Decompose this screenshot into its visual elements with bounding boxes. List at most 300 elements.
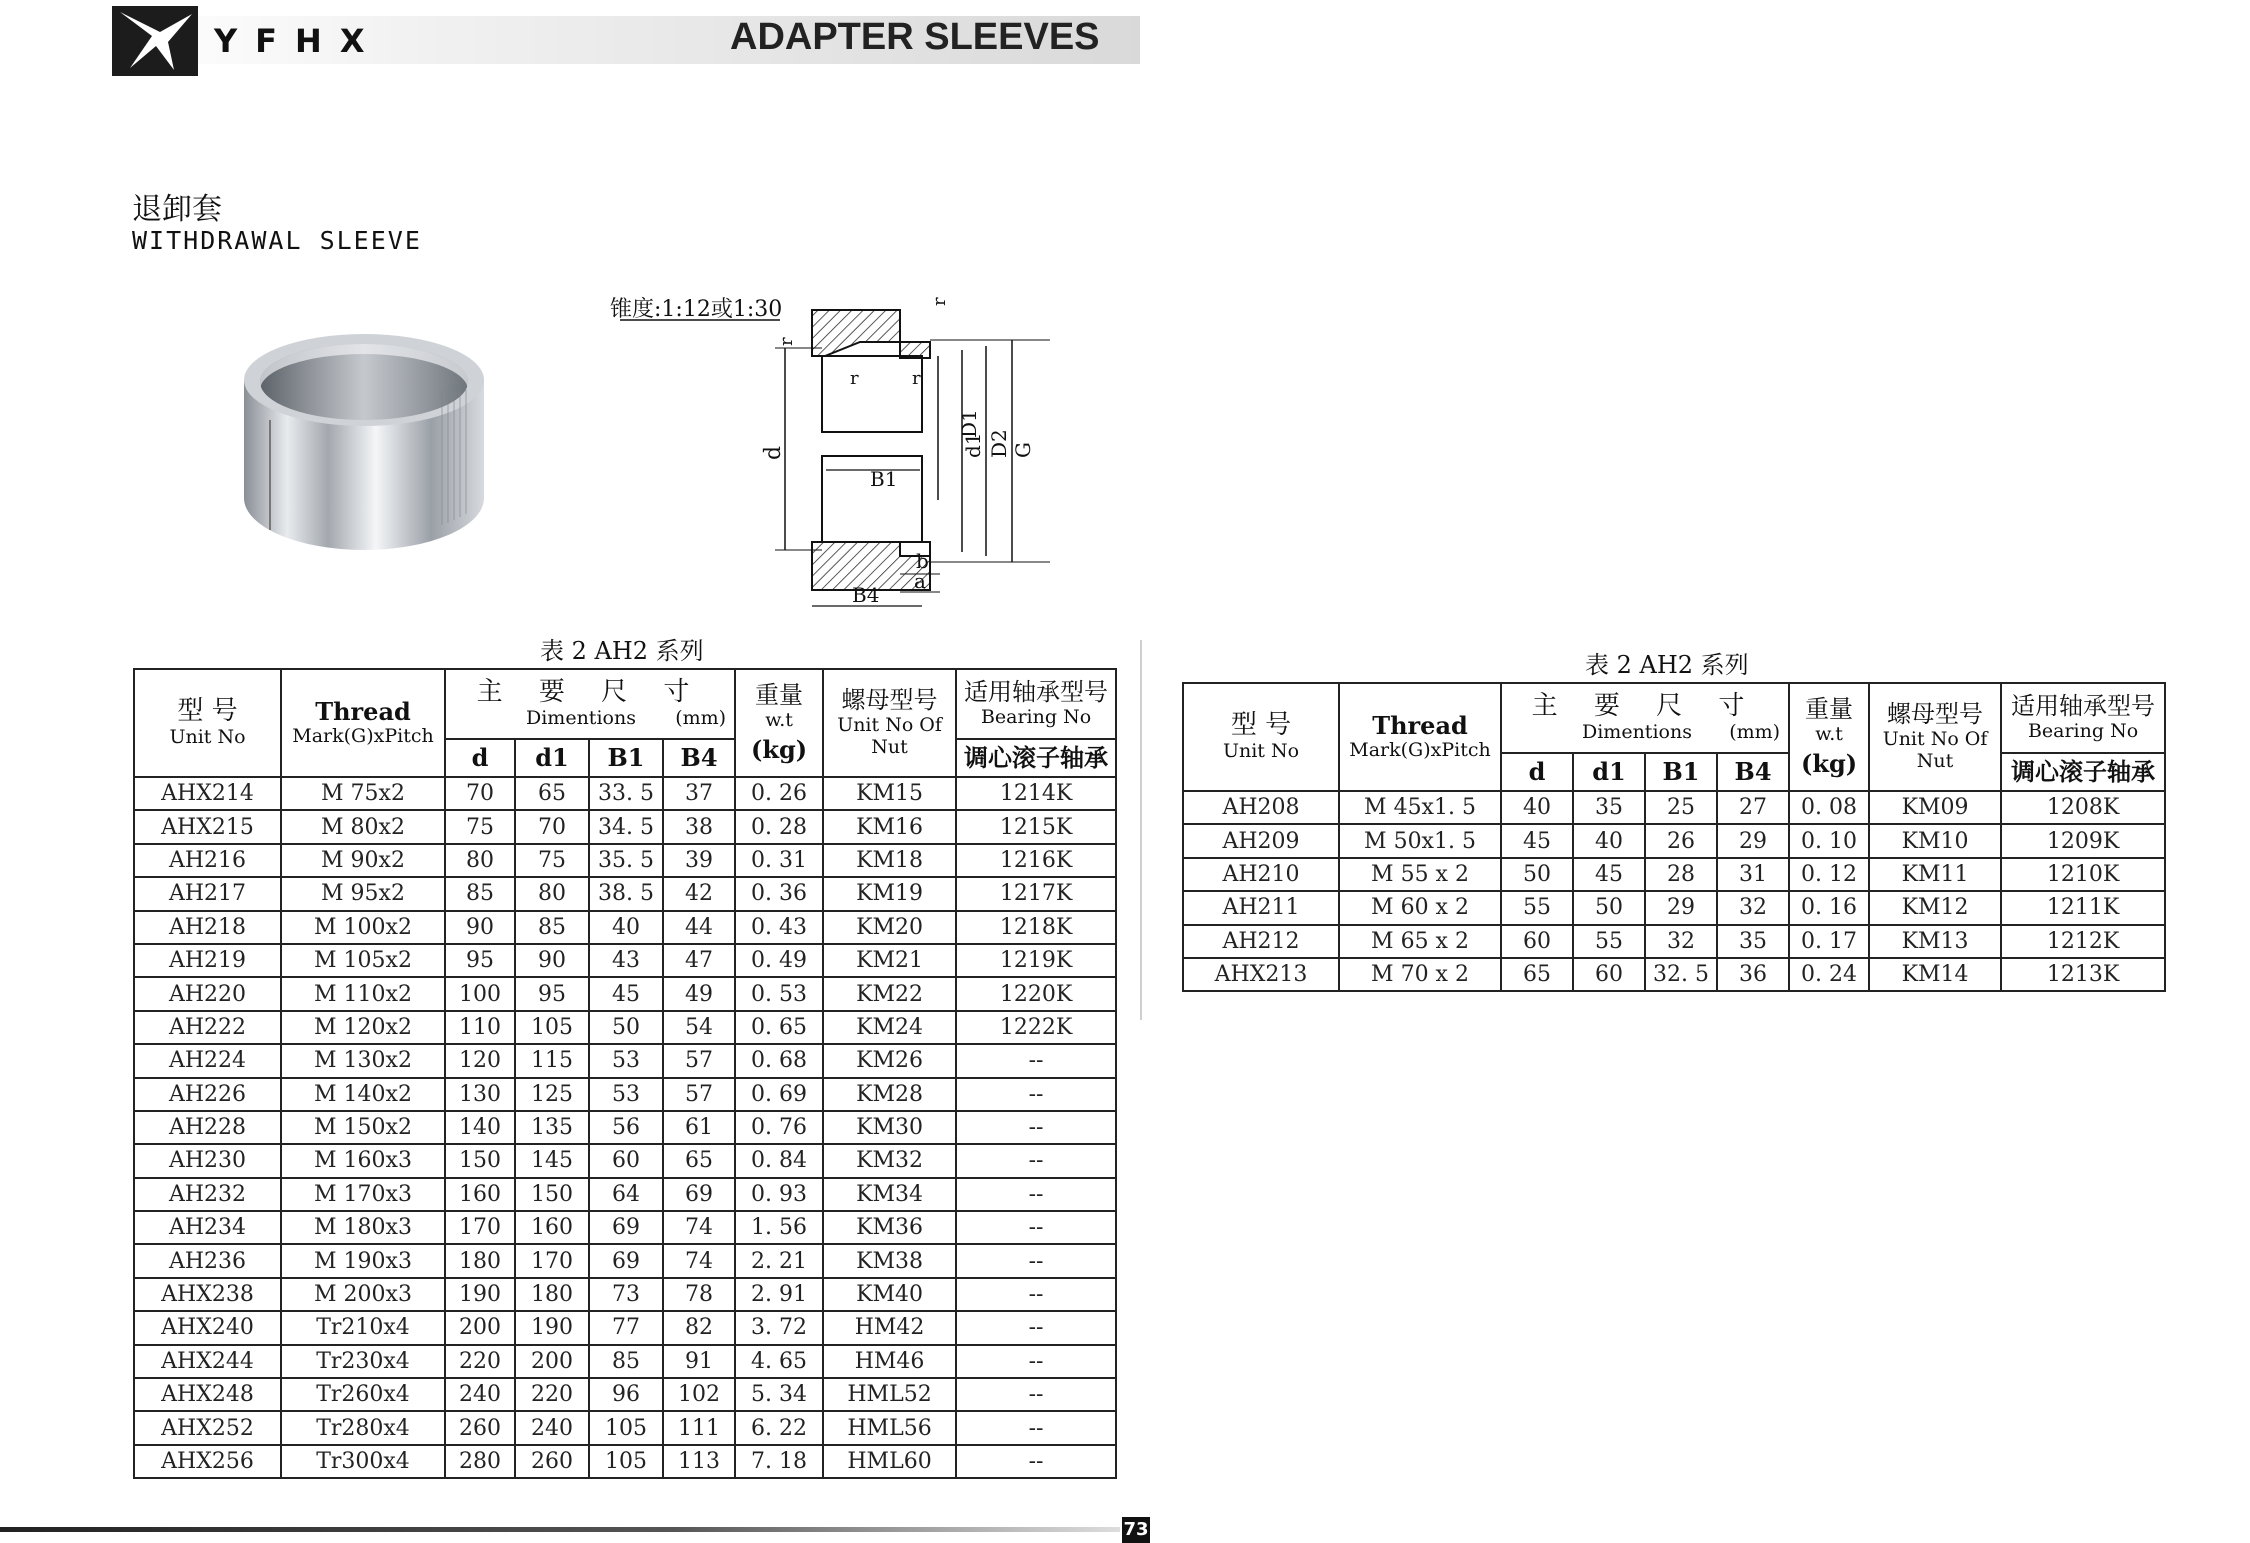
- section-title-en: WITHDRAWAL SLEEVE: [132, 226, 422, 255]
- cell-weight: 0. 76: [735, 1111, 823, 1144]
- table-row: [134, 1111, 1116, 1144]
- cell-B1: 38. 5: [589, 877, 663, 910]
- cell-bearing-no: 1215K: [956, 810, 1116, 843]
- cell-bearing-no: 1211K: [2001, 891, 2165, 924]
- cell-bearing-no: 1216K: [956, 844, 1116, 877]
- cell-unit-no: AHX238: [134, 1278, 281, 1311]
- cell-weight: 0. 17: [1789, 925, 1869, 958]
- cell-unit-no: AHX213: [1183, 958, 1339, 991]
- cell-B4: 113: [663, 1445, 735, 1478]
- cell-B4: 65: [663, 1144, 735, 1177]
- cell-bearing-no: --: [956, 1278, 1116, 1311]
- table-row: [134, 1044, 1116, 1077]
- radius-label-top-left: r: [776, 337, 797, 346]
- cell-d1: 80: [515, 877, 589, 910]
- dim-D1-label: D1: [957, 409, 981, 438]
- cell-unit-no: AH212: [1183, 925, 1339, 958]
- cell-unit-no: AH216: [134, 844, 281, 877]
- cell-thread: M 200x3: [281, 1278, 445, 1311]
- cell-B1: 43: [589, 944, 663, 977]
- cell-nut: KM15: [823, 777, 956, 810]
- cell-d1: 95: [515, 977, 589, 1010]
- cell-d1: 260: [515, 1445, 589, 1478]
- cell-nut: KM10: [1869, 824, 2001, 857]
- cell-bearing-no: 1218K: [956, 911, 1116, 944]
- cell-thread: M 65 x 2: [1339, 925, 1501, 958]
- cell-B4: 102: [663, 1378, 735, 1411]
- cell-nut: KM14: [1869, 958, 2001, 991]
- cell-d1: 60: [1573, 958, 1645, 991]
- cell-thread: M 100x2: [281, 911, 445, 944]
- cell-B1: 32: [1645, 925, 1717, 958]
- table-row: [134, 1411, 1116, 1444]
- cell-weight: 2. 91: [735, 1278, 823, 1311]
- cell-B4: 37: [663, 777, 735, 810]
- cell-B1: 25: [1645, 791, 1717, 824]
- cell-weight: 4. 65: [735, 1345, 823, 1378]
- header-weight: 重量 w.t (kg): [1789, 683, 1869, 791]
- table-row: [1183, 791, 2165, 824]
- cell-d: 70: [445, 777, 515, 810]
- cell-d1: 65: [515, 777, 589, 810]
- cell-B1: 56: [589, 1111, 663, 1144]
- cell-B1: 53: [589, 1044, 663, 1077]
- table-row: [134, 1244, 1116, 1277]
- cell-B4: 31: [1717, 858, 1789, 891]
- cell-B1: 64: [589, 1178, 663, 1211]
- cell-thread: M 190x3: [281, 1244, 445, 1277]
- cell-bearing-no: --: [956, 1345, 1116, 1378]
- cell-unit-no: AH209: [1183, 824, 1339, 857]
- cell-B1: 33. 5: [589, 777, 663, 810]
- cell-nut: KM24: [823, 1011, 956, 1044]
- cell-B1: 60: [589, 1144, 663, 1177]
- cell-weight: 0. 16: [1789, 891, 1869, 924]
- cell-d1: 170: [515, 1244, 589, 1277]
- table-row: [134, 1078, 1116, 1111]
- cell-thread: M 95x2: [281, 877, 445, 910]
- cell-weight: 0. 10: [1789, 824, 1869, 857]
- header-weight: 重量 w.t (kg): [735, 669, 823, 777]
- cell-bearing-no: 1220K: [956, 977, 1116, 1010]
- cell-nut: HM46: [823, 1345, 956, 1378]
- cell-B4: 47: [663, 944, 735, 977]
- cell-B1: 50: [589, 1011, 663, 1044]
- cell-bearing-no: 1209K: [2001, 824, 2165, 857]
- cell-weight: 0. 69: [735, 1078, 823, 1111]
- table-row: [134, 1311, 1116, 1344]
- cell-nut: HM42: [823, 1311, 956, 1344]
- cell-nut: HML56: [823, 1411, 956, 1444]
- dim-d1-label: d1: [961, 432, 985, 458]
- cell-B1: 85: [589, 1345, 663, 1378]
- cell-B4: 78: [663, 1278, 735, 1311]
- header-d: d: [1501, 753, 1573, 791]
- cell-weight: 0. 28: [735, 810, 823, 843]
- cell-B4: 54: [663, 1011, 735, 1044]
- brand-logo: [112, 6, 198, 76]
- cell-thread: M 110x2: [281, 977, 445, 1010]
- cell-thread: M 150x2: [281, 1111, 445, 1144]
- cell-thread: M 60 x 2: [1339, 891, 1501, 924]
- cell-d1: 70: [515, 810, 589, 843]
- header-nut: 螺母型号 Unit No Of Nut: [823, 669, 956, 777]
- cell-B4: 69: [663, 1178, 735, 1211]
- cell-thread: M 180x3: [281, 1211, 445, 1244]
- cell-d: 110: [445, 1011, 515, 1044]
- cell-thread: M 105x2: [281, 944, 445, 977]
- cell-B1: 69: [589, 1211, 663, 1244]
- cell-d1: 35: [1573, 791, 1645, 824]
- dim-D2-label: D2: [987, 429, 1011, 458]
- cell-B1: 69: [589, 1244, 663, 1277]
- cell-bearing-no: --: [956, 1378, 1116, 1411]
- cell-unit-no: AH210: [1183, 858, 1339, 891]
- cell-d1: 220: [515, 1378, 589, 1411]
- cell-d1: 180: [515, 1278, 589, 1311]
- cell-unit-no: AH234: [134, 1211, 281, 1244]
- cell-unit-no: AH222: [134, 1011, 281, 1044]
- table-row: [134, 1445, 1116, 1478]
- cell-bearing-no: --: [956, 1445, 1116, 1478]
- cell-d1: 50: [1573, 891, 1645, 924]
- header-B4: B4: [1717, 753, 1789, 791]
- cell-unit-no: AH219: [134, 944, 281, 977]
- cell-weight: 0. 93: [735, 1178, 823, 1211]
- cell-d: 260: [445, 1411, 515, 1444]
- cell-weight: 3. 72: [735, 1311, 823, 1344]
- cell-thread: M 160x3: [281, 1144, 445, 1177]
- cell-B4: 111: [663, 1411, 735, 1444]
- cell-B4: 57: [663, 1078, 735, 1111]
- cell-d1: 200: [515, 1345, 589, 1378]
- cell-d: 50: [1501, 858, 1573, 891]
- cell-weight: 2. 21: [735, 1244, 823, 1277]
- cell-B1: 32. 5: [1645, 958, 1717, 991]
- cell-nut: KM34: [823, 1178, 956, 1211]
- cell-weight: 0. 24: [1789, 958, 1869, 991]
- header-bearing: 适用轴承型号 Bearing No: [2001, 683, 2165, 753]
- cell-unit-no: AHX214: [134, 777, 281, 810]
- cell-d: 130: [445, 1078, 515, 1111]
- cell-nut: KM36: [823, 1211, 956, 1244]
- cell-thread: Tr230x4: [281, 1345, 445, 1378]
- page-number: 73: [1122, 1517, 1150, 1543]
- table-row: [134, 1278, 1116, 1311]
- brand-name: YFHX: [214, 22, 383, 60]
- cell-nut: KM16: [823, 810, 956, 843]
- cell-d: 190: [445, 1278, 515, 1311]
- table-row: [134, 1178, 1116, 1211]
- cell-d1: 125: [515, 1078, 589, 1111]
- cell-d: 85: [445, 877, 515, 910]
- cell-nut: KM11: [1869, 858, 2001, 891]
- header-dimensions: 主 要 尺 寸 Dimentions (mm): [1501, 683, 1789, 753]
- cell-unit-no: AH217: [134, 877, 281, 910]
- cell-nut: KM09: [1869, 791, 2001, 824]
- table-row: [1183, 858, 2165, 891]
- cell-d: 100: [445, 977, 515, 1010]
- cell-nut: KM22: [823, 977, 956, 1010]
- cell-nut: HML60: [823, 1445, 956, 1478]
- header-nut: 螺母型号 Unit No Of Nut: [1869, 683, 2001, 791]
- cell-d: 170: [445, 1211, 515, 1244]
- cell-B1: 28: [1645, 858, 1717, 891]
- cell-thread: M 80x2: [281, 810, 445, 843]
- cell-weight: 1. 56: [735, 1211, 823, 1244]
- header-thread: Thread Mark(G)xPitch: [281, 669, 445, 777]
- cell-B1: 105: [589, 1411, 663, 1444]
- cell-B1: 26: [1645, 824, 1717, 857]
- cell-unit-no: AHX252: [134, 1411, 281, 1444]
- cell-nut: KM21: [823, 944, 956, 977]
- cell-unit-no: AH218: [134, 911, 281, 944]
- cell-thread: M 120x2: [281, 1011, 445, 1044]
- cell-unit-no: AH230: [134, 1144, 281, 1177]
- cell-nut: KM28: [823, 1078, 956, 1111]
- cell-d: 40: [1501, 791, 1573, 824]
- cell-d1: 40: [1573, 824, 1645, 857]
- cell-weight: 0. 43: [735, 911, 823, 944]
- logo-mark-icon: [112, 6, 198, 76]
- cell-nut: KM18: [823, 844, 956, 877]
- cell-B4: 38: [663, 810, 735, 843]
- cell-B4: 49: [663, 977, 735, 1010]
- cell-unit-no: AH226: [134, 1078, 281, 1111]
- column-divider: [1140, 640, 1142, 1020]
- cell-B1: 45: [589, 977, 663, 1010]
- cell-nut: KM20: [823, 911, 956, 944]
- cell-d: 65: [1501, 958, 1573, 991]
- table-row: [134, 810, 1116, 843]
- cell-B4: 82: [663, 1311, 735, 1344]
- cell-nut: KM40: [823, 1278, 956, 1311]
- header-thread: Thread Mark(G)xPitch: [1339, 683, 1501, 791]
- cell-weight: 7. 18: [735, 1445, 823, 1478]
- table-row: [134, 1011, 1116, 1044]
- cell-B4: 57: [663, 1044, 735, 1077]
- cell-B1: 34. 5: [589, 810, 663, 843]
- cell-weight: 0. 53: [735, 977, 823, 1010]
- cell-bearing-no: --: [956, 1244, 1116, 1277]
- withdrawal-sleeve-photo: [232, 330, 502, 560]
- cell-d1: 190: [515, 1311, 589, 1344]
- cell-weight: 0. 08: [1789, 791, 1869, 824]
- table-row: [134, 944, 1116, 977]
- cell-thread: M 75x2: [281, 777, 445, 810]
- cell-d: 90: [445, 911, 515, 944]
- cell-nut: KM26: [823, 1044, 956, 1077]
- cell-thread: M 50x1. 5: [1339, 824, 1501, 857]
- header-bearing: 适用轴承型号 Bearing No: [956, 669, 1116, 739]
- cell-bearing-no: --: [956, 1411, 1116, 1444]
- cell-nut: HML52: [823, 1378, 956, 1411]
- header-d1: d1: [515, 739, 589, 777]
- cell-d: 75: [445, 810, 515, 843]
- cell-weight: 0. 49: [735, 944, 823, 977]
- cell-bearing-no: 1208K: [2001, 791, 2165, 824]
- cell-d1: 55: [1573, 925, 1645, 958]
- cell-B1: 53: [589, 1078, 663, 1111]
- cell-weight: 0. 65: [735, 1011, 823, 1044]
- cell-d: 60: [1501, 925, 1573, 958]
- cell-weight: 0. 68: [735, 1044, 823, 1077]
- dim-G-label: G: [1011, 442, 1035, 458]
- cell-weight: 5. 34: [735, 1378, 823, 1411]
- cell-bearing-no: --: [956, 1078, 1116, 1111]
- cell-thread: Tr280x4: [281, 1411, 445, 1444]
- cell-B1: 105: [589, 1445, 663, 1478]
- dim-B4-label: B4: [852, 583, 880, 607]
- table-row: [1183, 958, 2165, 991]
- cell-unit-no: AH232: [134, 1178, 281, 1211]
- table-row: [1183, 824, 2165, 857]
- cell-B4: 39: [663, 844, 735, 877]
- sleeve-cross-section-diagram: [600, 290, 1070, 620]
- cell-bearing-no: --: [956, 1044, 1116, 1077]
- cell-bearing-no: --: [956, 1144, 1116, 1177]
- table-row: [1183, 891, 2165, 924]
- page-title: ADAPTER SLEEVES: [730, 16, 1100, 58]
- cell-bearing-no: 1222K: [956, 1011, 1116, 1044]
- cell-d: 160: [445, 1178, 515, 1211]
- cell-d: 140: [445, 1111, 515, 1144]
- cell-d: 95: [445, 944, 515, 977]
- cell-unit-no: AHX240: [134, 1311, 281, 1344]
- cell-unit-no: AH228: [134, 1111, 281, 1144]
- cell-weight: 0. 12: [1789, 858, 1869, 891]
- cell-bearing-no: --: [956, 1311, 1116, 1344]
- cell-weight: 6. 22: [735, 1411, 823, 1444]
- cell-B1: 35. 5: [589, 844, 663, 877]
- table-row: [134, 1345, 1116, 1378]
- header-unit-no: 型 号 Unit No: [134, 669, 281, 777]
- spec-table-left: [133, 668, 1117, 1479]
- cell-nut: KM38: [823, 1244, 956, 1277]
- cell-bearing-no: 1214K: [956, 777, 1116, 810]
- footer-rule: [0, 1527, 1120, 1532]
- cell-B4: 74: [663, 1211, 735, 1244]
- cell-d: 150: [445, 1144, 515, 1177]
- cell-bearing-no: --: [956, 1178, 1116, 1211]
- dim-d-label: d: [761, 445, 786, 460]
- cell-thread: M 170x3: [281, 1178, 445, 1211]
- table-row: [134, 844, 1116, 877]
- header-B1: B1: [589, 739, 663, 777]
- cell-unit-no: AHX256: [134, 1445, 281, 1478]
- cell-d1: 45: [1573, 858, 1645, 891]
- cell-d: 200: [445, 1311, 515, 1344]
- cell-B4: 61: [663, 1111, 735, 1144]
- cell-weight: 0. 36: [735, 877, 823, 910]
- cell-nut: KM19: [823, 877, 956, 910]
- table-row: [134, 777, 1116, 810]
- table-left-caption: 表 2 AH2 系列: [540, 637, 704, 665]
- cell-B4: 42: [663, 877, 735, 910]
- cell-B4: 35: [1717, 925, 1789, 958]
- cell-thread: M 130x2: [281, 1044, 445, 1077]
- cell-d1: 160: [515, 1211, 589, 1244]
- cell-bearing-no: 1213K: [2001, 958, 2165, 991]
- cell-weight: 0. 84: [735, 1144, 823, 1177]
- section-title-cn: 退卸套: [132, 192, 222, 227]
- table-row: [134, 1378, 1116, 1411]
- cell-B4: 36: [1717, 958, 1789, 991]
- cell-thread: Tr210x4: [281, 1311, 445, 1344]
- cell-unit-no: AH236: [134, 1244, 281, 1277]
- cell-B1: 29: [1645, 891, 1717, 924]
- cell-thread: M 140x2: [281, 1078, 445, 1111]
- cell-d: 240: [445, 1378, 515, 1411]
- cell-bearing-no: 1217K: [956, 877, 1116, 910]
- header-bearing-type: 调心滚子轴承: [2001, 753, 2165, 791]
- cell-bearing-no: --: [956, 1111, 1116, 1144]
- header-d: d: [445, 739, 515, 777]
- cell-d: 280: [445, 1445, 515, 1478]
- header-unit-no: 型 号 Unit No: [1183, 683, 1339, 791]
- cell-thread: M 70 x 2: [1339, 958, 1501, 991]
- cell-B1: 77: [589, 1311, 663, 1344]
- cell-thread: M 45x1. 5: [1339, 791, 1501, 824]
- cell-B4: 44: [663, 911, 735, 944]
- cell-thread: M 90x2: [281, 844, 445, 877]
- spec-table-right: [1182, 682, 2166, 992]
- cell-thread: M 55 x 2: [1339, 858, 1501, 891]
- header-B4: B4: [663, 739, 735, 777]
- cell-d: 80: [445, 844, 515, 877]
- cell-bearing-no: 1210K: [2001, 858, 2165, 891]
- cell-B4: 91: [663, 1345, 735, 1378]
- cell-bearing-no: 1212K: [2001, 925, 2165, 958]
- dim-b-label: b: [916, 549, 929, 573]
- table-right-caption: 表 2 AH2 系列: [1585, 651, 1749, 679]
- cell-nut: KM30: [823, 1111, 956, 1144]
- table-row: [134, 1144, 1116, 1177]
- table-row: [134, 977, 1116, 1010]
- radius-label-top-right: r: [929, 297, 950, 306]
- cell-d1: 75: [515, 844, 589, 877]
- dim-B1-label: B1: [870, 467, 898, 491]
- cell-nut: KM12: [1869, 891, 2001, 924]
- cell-unit-no: AH220: [134, 977, 281, 1010]
- cell-d: 120: [445, 1044, 515, 1077]
- cell-unit-no: AHX215: [134, 810, 281, 843]
- table-row: [134, 877, 1116, 910]
- table-row: [134, 1211, 1116, 1244]
- header-B1: B1: [1645, 753, 1717, 791]
- cell-B4: 32: [1717, 891, 1789, 924]
- cell-thread: Tr300x4: [281, 1445, 445, 1478]
- cell-B4: 74: [663, 1244, 735, 1277]
- cell-nut: KM13: [1869, 925, 2001, 958]
- cell-weight: 0. 31: [735, 844, 823, 877]
- cell-d1: 85: [515, 911, 589, 944]
- cell-bearing-no: --: [956, 1211, 1116, 1244]
- cell-d1: 135: [515, 1111, 589, 1144]
- radius-label-inner-right: r: [912, 368, 921, 389]
- header-bearing-type: 调心滚子轴承: [956, 739, 1116, 777]
- cell-unit-no: AH211: [1183, 891, 1339, 924]
- cell-d: 180: [445, 1244, 515, 1277]
- cell-d1: 240: [515, 1411, 589, 1444]
- cell-unit-no: AHX248: [134, 1378, 281, 1411]
- cell-B1: 40: [589, 911, 663, 944]
- cell-bearing-no: 1219K: [956, 944, 1116, 977]
- cell-B4: 27: [1717, 791, 1789, 824]
- cell-B4: 29: [1717, 824, 1789, 857]
- dim-a-label: a: [914, 569, 926, 593]
- cell-weight: 0. 26: [735, 777, 823, 810]
